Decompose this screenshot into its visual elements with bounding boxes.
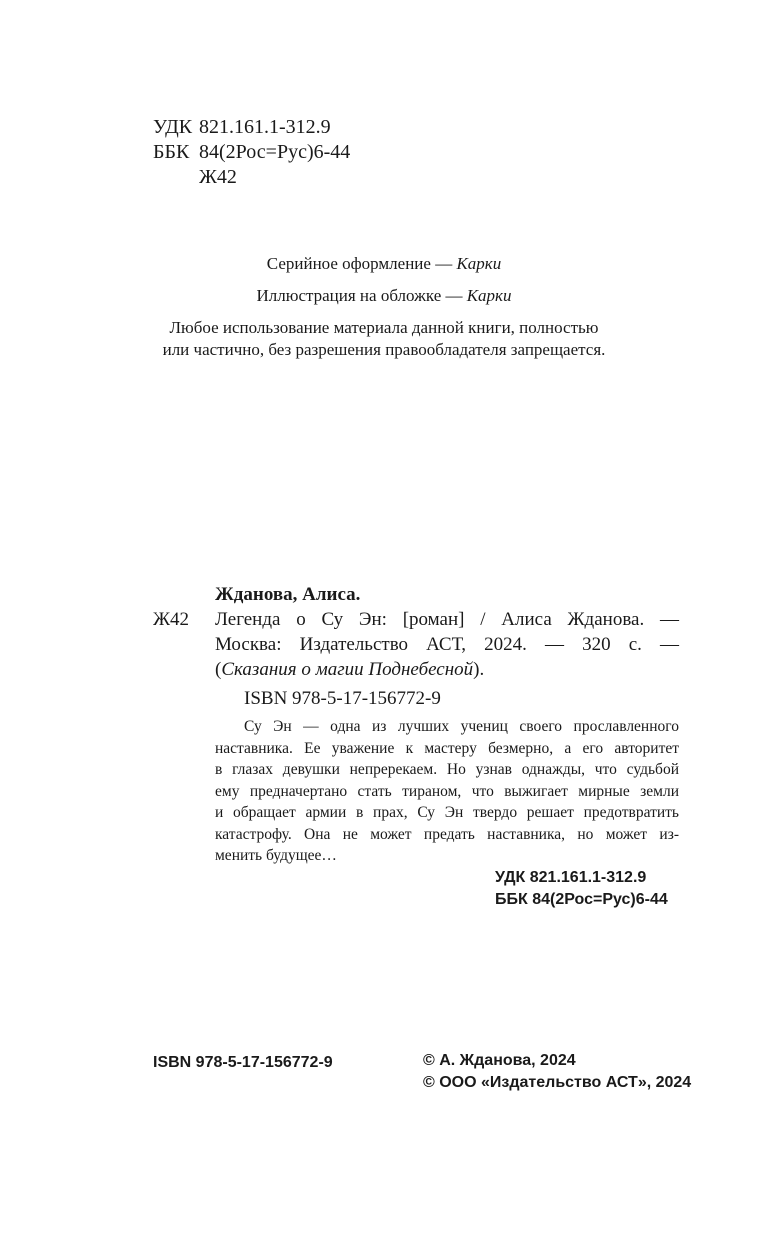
bbk-row xyxy=(153,140,350,164)
bbk-value: 84(2Рос=Рус)6-44 xyxy=(199,141,351,163)
right-udk: УДК 821.161.1-312.9 xyxy=(495,869,647,886)
udk-label: УДК xyxy=(153,116,193,138)
cover-name: Карки xyxy=(466,286,512,305)
annotation-line: Су Эн — одна из лучших учениц своего прославленного xyxy=(244,718,679,735)
card-line-3: (Сказания о магии Поднебесной). xyxy=(215,659,485,680)
author-mark: Ж42 xyxy=(199,166,237,188)
card-code: Ж42 xyxy=(153,609,190,630)
series-design-label: Серийное оформление — xyxy=(266,254,453,273)
footer-isbn: ISBN 978-5-17-156772-9 xyxy=(153,1054,333,1071)
annotation-line: и обращает армии в прах, Су Эн твердо решает предотвратить xyxy=(215,804,679,821)
notice-line-2: или частично, без разрешения правообладателя запрещается. xyxy=(162,340,606,359)
card-series-title: Сказания о магии Поднебесной xyxy=(221,659,474,680)
annotation-line: катастрофу. Она не может предать наставника, но может из- xyxy=(215,825,679,843)
card-isbn: ISBN 978-5-17-156772-9 xyxy=(244,688,441,709)
card-line-2: Москва: Издательство АСТ, 2024. — 320 с. — xyxy=(215,634,679,655)
card-line-1: Легенда о Су Эн: [роман] / Алиса Жданова. — xyxy=(215,609,679,630)
bbk-label: ББК xyxy=(153,141,190,163)
right-bbk: ББК 84(2Рос=Рус)6-44 xyxy=(495,891,668,908)
series-design-name: Карки xyxy=(456,254,502,273)
notice-line-1: Любое использование материала данной книги, полностью xyxy=(169,318,599,337)
copyright-notice xyxy=(0,317,768,361)
author-mark-row xyxy=(153,165,237,189)
cover-illustration-credit xyxy=(0,285,768,307)
udk-value: 821.161.1-312.9 xyxy=(199,116,331,138)
annotation-line: наставника. Ее уважение к мастеру безмерно, а его авторитет xyxy=(215,739,679,757)
annotation-line: менить будущее… xyxy=(215,847,337,864)
cover-label: Иллюстрация на обложке — xyxy=(256,286,463,305)
annotation-line: в глазах девушки непререкаем. Но узнав однажды, что судьбой xyxy=(215,761,679,778)
annotation-line: ему предначертано стать тираном, что выжигает мирные земли xyxy=(215,782,679,800)
copyright-publisher: © ООО «Издательство АСТ», 2024 xyxy=(423,1074,692,1091)
copyright-author: © А. Жданова, 2024 xyxy=(423,1052,576,1069)
series-design-credit xyxy=(0,253,768,275)
card-author: Жданова, Алиса. xyxy=(215,584,361,605)
udk-row xyxy=(153,115,331,139)
